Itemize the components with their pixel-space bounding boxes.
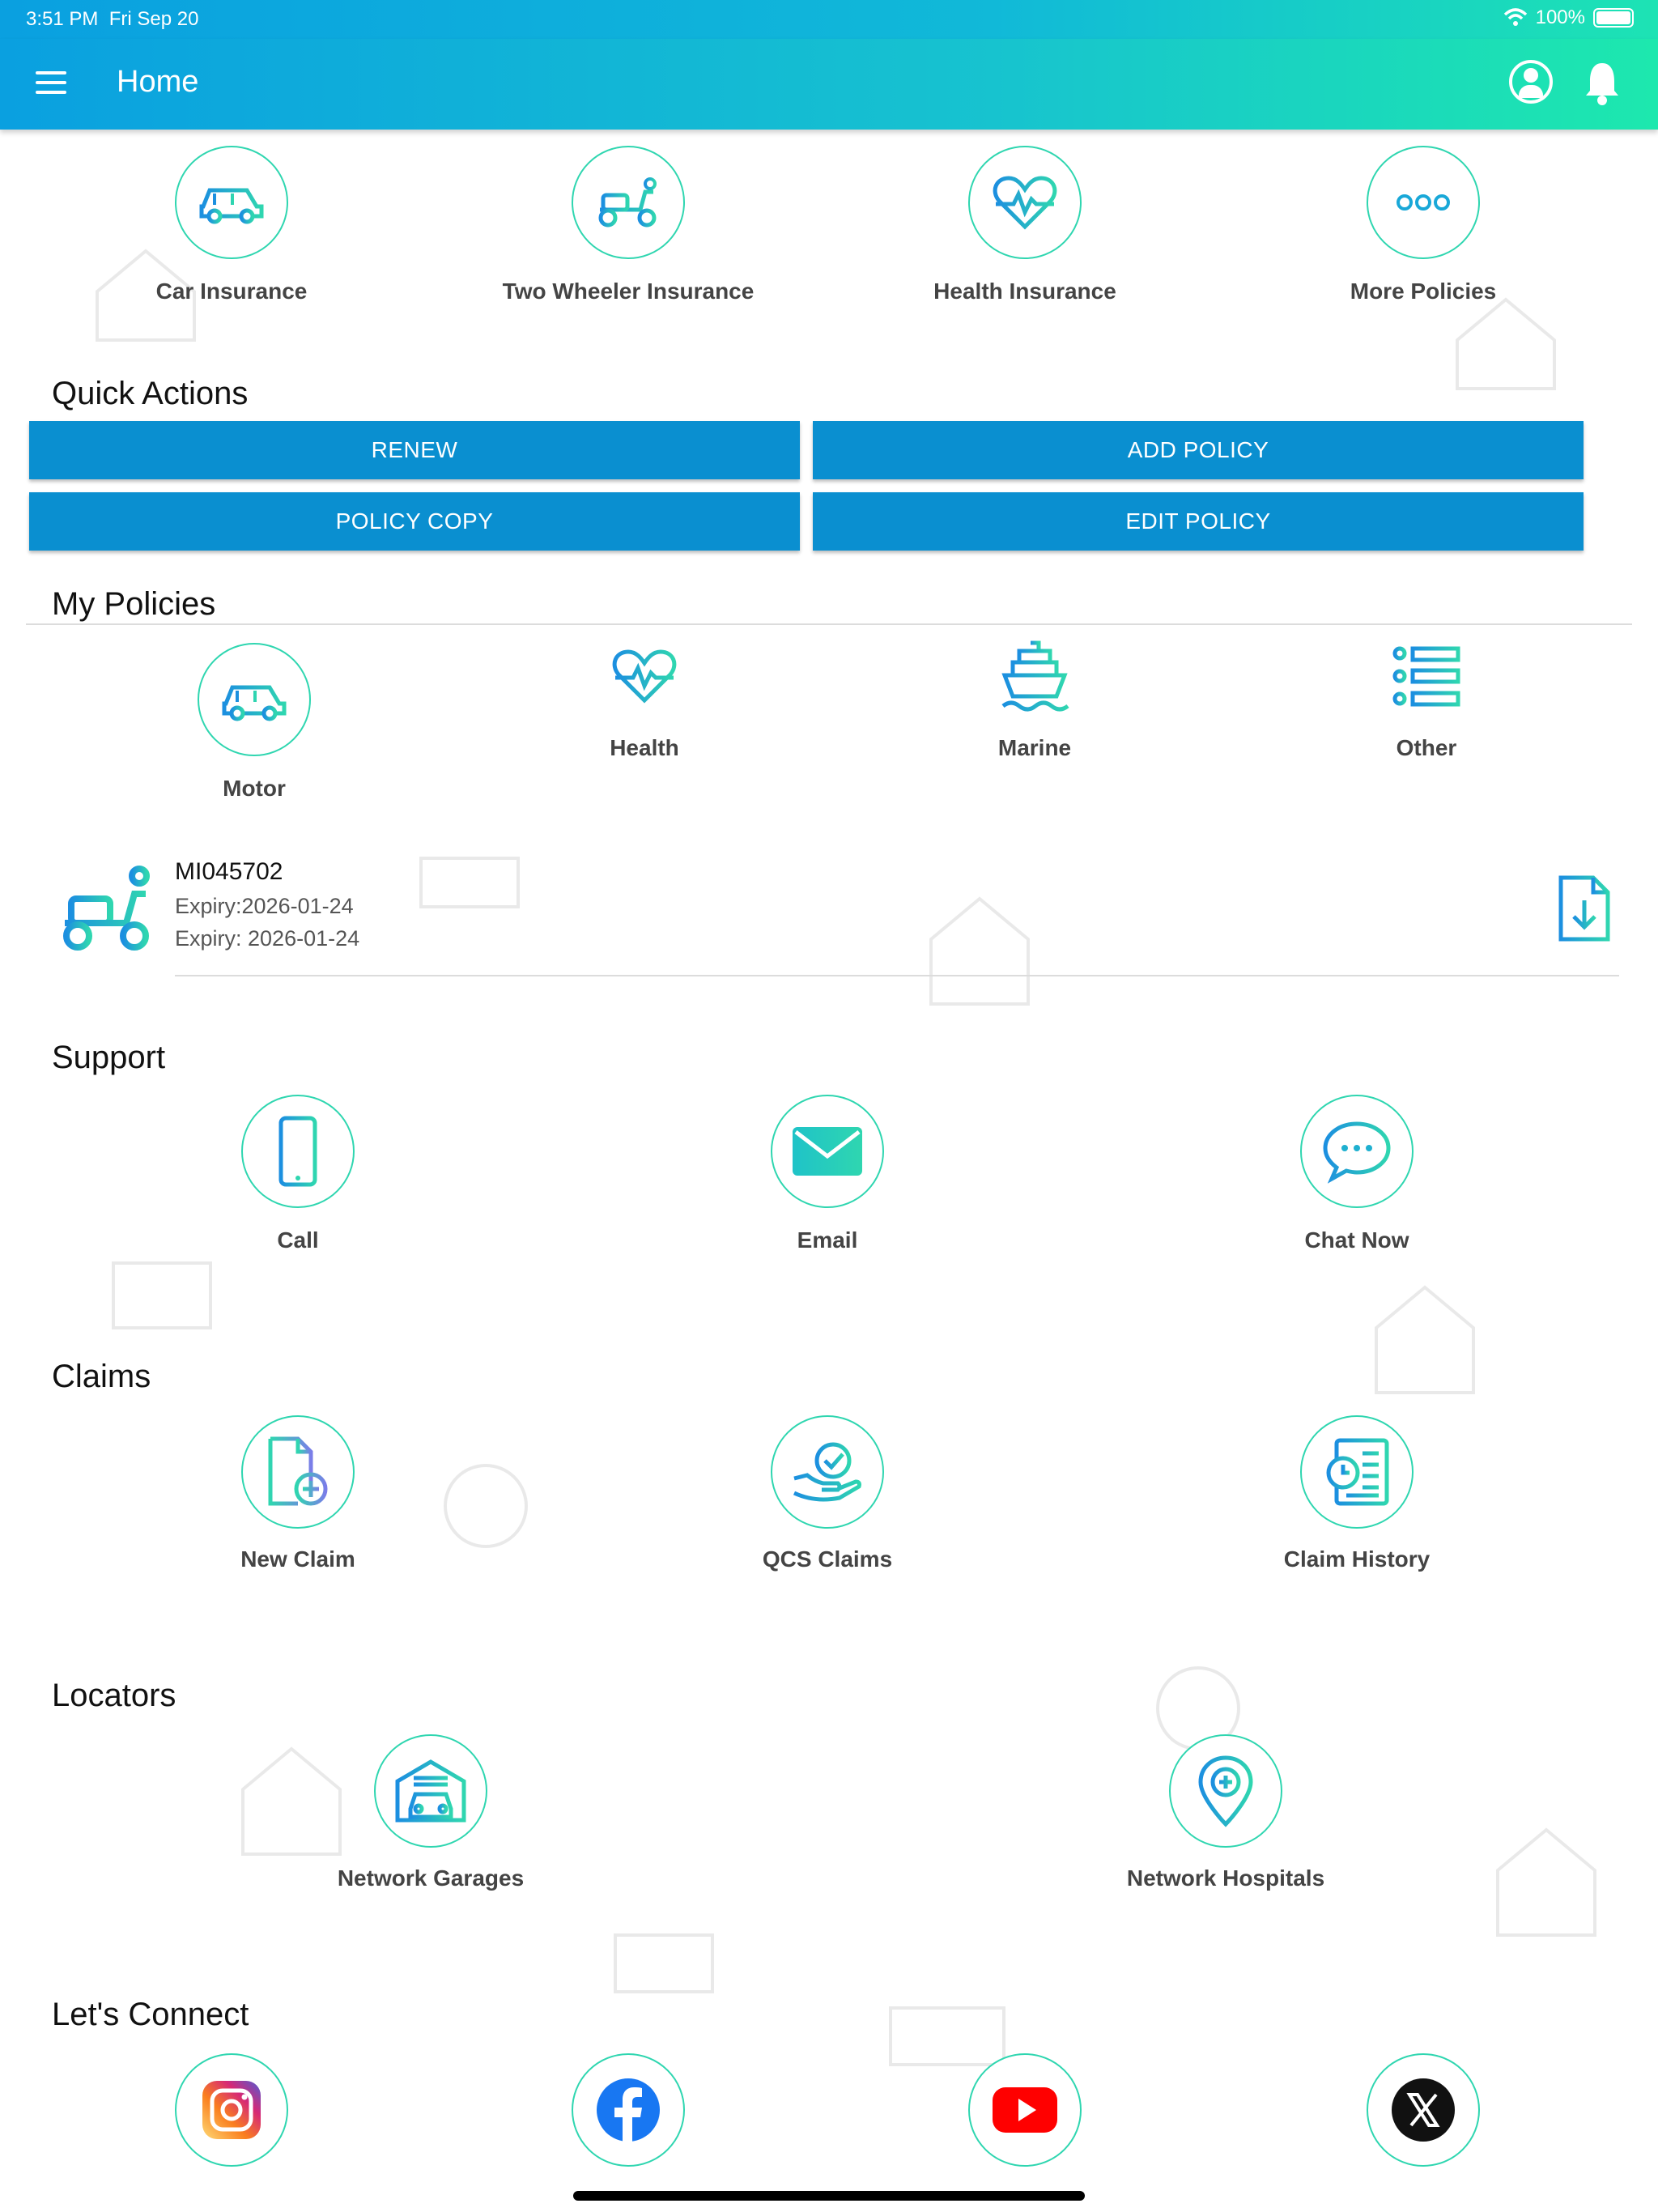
battery-percent: 100% (1535, 6, 1585, 28)
list-icon (1392, 645, 1461, 707)
page-title: Home (117, 65, 199, 99)
facebook-button[interactable] (572, 2053, 685, 2167)
scooter-icon (592, 174, 665, 231)
scooter-icon (55, 865, 160, 954)
chat-now-button[interactable] (1300, 1095, 1414, 1208)
lets-connect-title: Let's Connect (52, 1997, 249, 2032)
tab-health-label: Health (610, 735, 679, 760)
support-title: Support (52, 1040, 166, 1075)
tab-motor-label: Motor (223, 776, 286, 801)
new-claim-label: New Claim (240, 1546, 355, 1572)
network-hospitals-label: Network Hospitals (1126, 1865, 1325, 1891)
policy-expiry-secondary: Expiry: 2026-01-24 (175, 926, 360, 951)
health-insurance-button[interactable] (968, 146, 1082, 259)
email-button[interactable] (771, 1095, 884, 1208)
more-policies-button[interactable] (1367, 146, 1480, 259)
status-time: 3:51 PM Fri Sep 20 (26, 8, 199, 30)
call-button[interactable] (241, 1095, 355, 1208)
car-insurance-button[interactable] (175, 146, 288, 259)
x-button[interactable] (1367, 2053, 1480, 2167)
network-hospitals-button[interactable] (1169, 1734, 1282, 1848)
battery-icon (1593, 8, 1634, 28)
profile-icon[interactable] (1509, 60, 1553, 104)
x-icon (1390, 2077, 1456, 2143)
health-insurance-label: Health Insurance (933, 279, 1116, 304)
chat-now-label: Chat Now (1304, 1227, 1409, 1253)
claims-title: Claims (52, 1359, 151, 1394)
new-claim-button[interactable] (241, 1415, 355, 1529)
tab-health[interactable] (604, 640, 685, 713)
two-wheeler-insurance-label: Two Wheeler Insurance (502, 279, 755, 304)
hand-check-icon (791, 1440, 864, 1504)
hospital-pin-icon (1197, 1755, 1254, 1827)
more-dots-icon (1395, 193, 1452, 212)
new-claim-icon (266, 1436, 330, 1508)
locators-title: Locators (52, 1678, 176, 1713)
email-label: Email (797, 1227, 858, 1253)
qcs-claims-button[interactable] (771, 1415, 884, 1529)
phone-icon (278, 1115, 318, 1188)
add-policy-button[interactable]: ADD POLICY (813, 421, 1584, 479)
policy-divider (175, 975, 1619, 976)
facebook-icon (595, 2077, 661, 2143)
ship-icon (998, 640, 1071, 713)
home-indicator[interactable] (573, 2191, 1085, 2201)
my-policies-title: My Policies (52, 586, 216, 622)
instagram-icon (201, 2079, 262, 2141)
policy-expiry: Expiry:2026-01-24 (175, 894, 354, 918)
network-garages-button[interactable] (374, 1734, 487, 1848)
car-insurance-label: Car Insurance (155, 279, 308, 304)
chat-icon (1320, 1119, 1393, 1184)
renew-button[interactable]: RENEW (29, 421, 800, 479)
two-wheeler-insurance-button[interactable] (572, 146, 685, 259)
car-icon (219, 676, 289, 723)
qcs-claims-label: QCS Claims (762, 1546, 893, 1572)
edit-policy-button[interactable]: EDIT POLICY (813, 492, 1584, 551)
call-label: Call (277, 1227, 319, 1253)
menu-icon[interactable] (36, 71, 66, 96)
heart-pulse-icon (991, 173, 1059, 232)
tab-marine-label: Marine (997, 735, 1072, 760)
youtube-icon (991, 2086, 1059, 2134)
claim-history-icon (1322, 1437, 1392, 1507)
bell-icon[interactable] (1582, 58, 1622, 107)
wifi-icon (1503, 8, 1528, 28)
app-bar (0, 39, 1658, 130)
my-policies-divider (26, 623, 1632, 625)
claim-history-button[interactable] (1300, 1415, 1414, 1529)
policy-number: MI045702 (175, 858, 283, 885)
instagram-button[interactable] (175, 2053, 288, 2167)
email-icon (791, 1125, 864, 1177)
garage-icon (394, 1759, 467, 1823)
tab-other[interactable] (1386, 640, 1467, 713)
car-icon (197, 179, 266, 226)
more-policies-label: More Policies (1350, 279, 1497, 304)
policy-copy-button[interactable]: POLICY COPY (29, 492, 800, 551)
download-file-icon[interactable] (1556, 874, 1613, 942)
quick-actions-title: Quick Actions (52, 376, 249, 411)
claim-history-label: Claim History (1283, 1546, 1431, 1572)
tab-marine[interactable] (994, 640, 1075, 713)
status-bar (0, 0, 1658, 39)
heart-pulse-icon (610, 647, 678, 705)
youtube-button[interactable] (968, 2053, 1082, 2167)
tab-other-label: Other (1396, 735, 1457, 760)
tab-motor[interactable] (198, 643, 311, 756)
network-garages-label: Network Garages (337, 1865, 525, 1891)
